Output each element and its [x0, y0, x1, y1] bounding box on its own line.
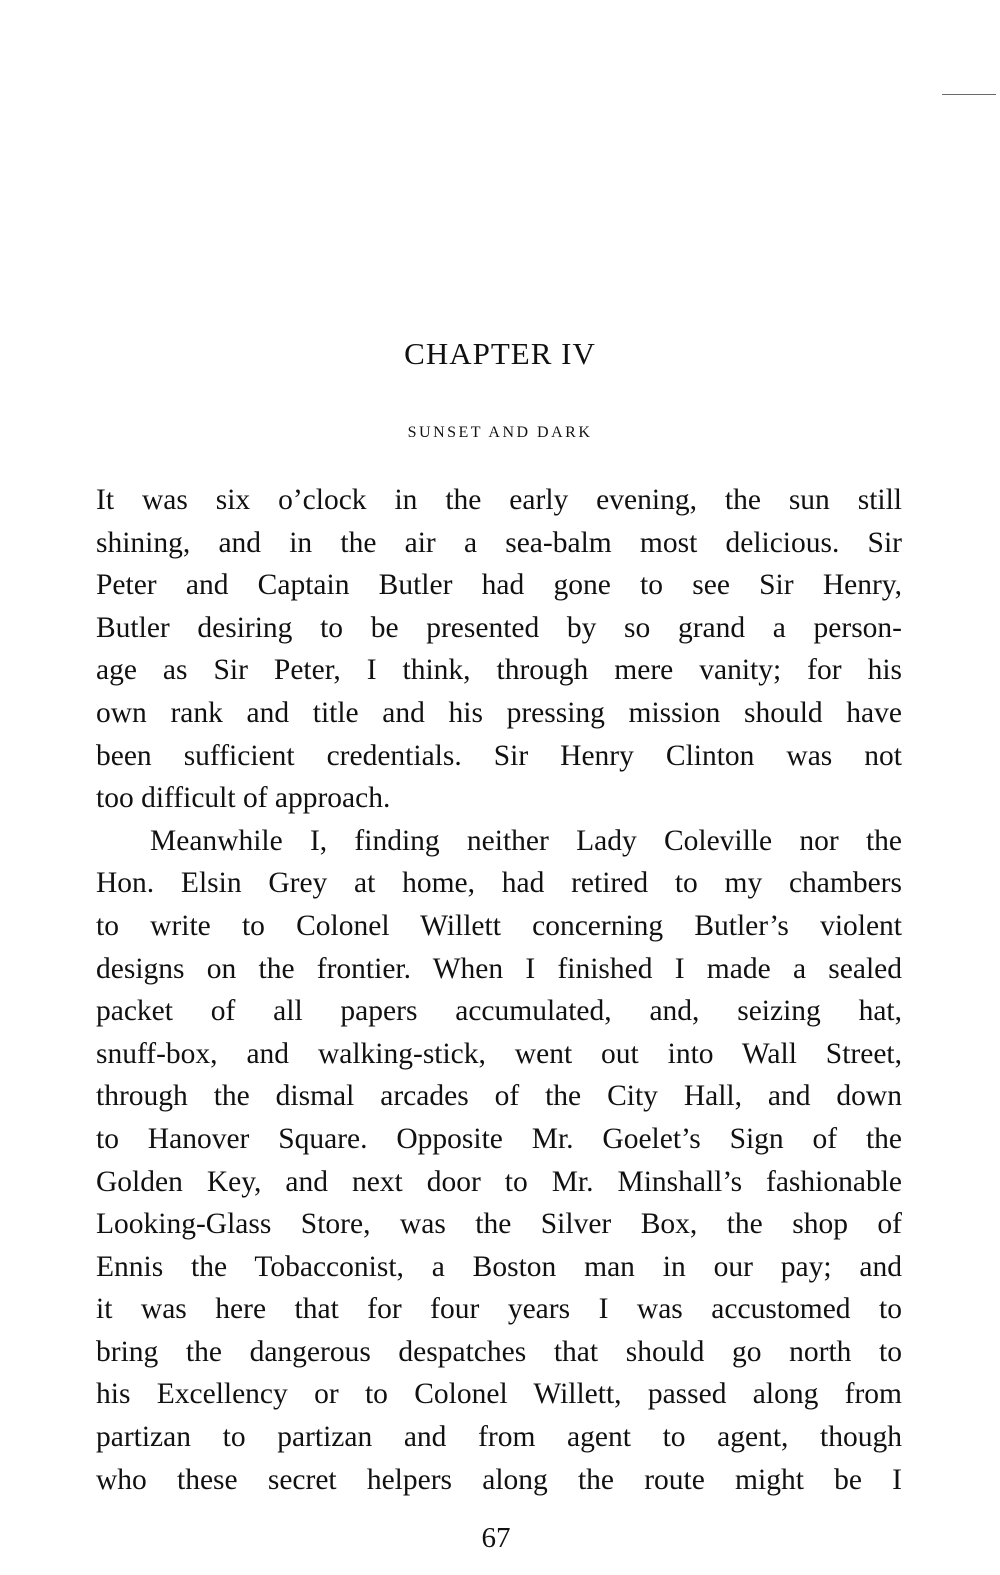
text-line: Butler desiring to be presented by so grand a person-: [96, 611, 902, 644]
text-line: it was here that for four years I was accustomed to: [96, 1293, 902, 1326]
text-line: age as Sir Peter, I think, through mere vanity; for his: [96, 654, 902, 687]
text-line: Looking-Glass Store, was the Silver Box, the shop of: [96, 1208, 902, 1241]
text-line: designs on the frontier. When I finished I made a sealed: [96, 952, 902, 985]
text-line: Meanwhile I, finding neither Lady Coleville nor the: [150, 824, 902, 857]
text-line: through the dismal arcades of the City Hall, and down: [96, 1080, 902, 1113]
text-line: too difficult of approach.: [96, 782, 391, 815]
text-line: to Hanover Square. Opposite Mr. Goelet’s Sign of the: [96, 1122, 902, 1155]
text-line: It was six o’clock in the early evening, the sun still: [96, 484, 902, 516]
paragraph-1: [96, 479, 902, 820]
text-line: Hon. Elsin Grey at home, had retired to my chambers: [96, 867, 902, 900]
text-line: snuff-box, and walking-stick, went out into Wall Street,: [96, 1037, 902, 1070]
body-text: [96, 479, 902, 1501]
text-line: Peter and Captain Butler had gone to see Sir Henry,: [96, 569, 902, 602]
text-line: own rank and title and his pressing mission should have: [96, 696, 902, 729]
chapter-title: CHAPTER IV: [404, 336, 596, 371]
scan-artifact-line: [942, 94, 996, 95]
text-line: partizan to partizan and from agent to agent, though: [96, 1421, 902, 1454]
text-line: bring the dangerous despatches that should go north to: [96, 1335, 902, 1368]
page-number: 67: [481, 1522, 511, 1554]
text-line: to write to Colonel Willett concerning Butler’s violent: [96, 909, 902, 942]
paragraph-2: [96, 820, 902, 1502]
text-line: Ennis the Tobacconist, a Boston man in our pay; and: [96, 1250, 902, 1283]
text-line: who these secret helpers along the route might be I: [96, 1463, 902, 1496]
chapter-subtitle: SUNSET AND DARK: [407, 424, 593, 441]
text-line: been sufficient credentials. Sir Henry Clinton was not: [96, 739, 902, 772]
text-line: Golden Key, and next door to Mr. Minshall’s fashionable: [96, 1165, 902, 1198]
text-line: shining, and in the air a sea-balm most delicious. Sir: [96, 526, 902, 559]
text-line: packet of all papers accumulated, and, seizing hat,: [96, 995, 902, 1028]
text-line: his Excellency or to Colonel Willett, passed along from: [96, 1378, 902, 1411]
